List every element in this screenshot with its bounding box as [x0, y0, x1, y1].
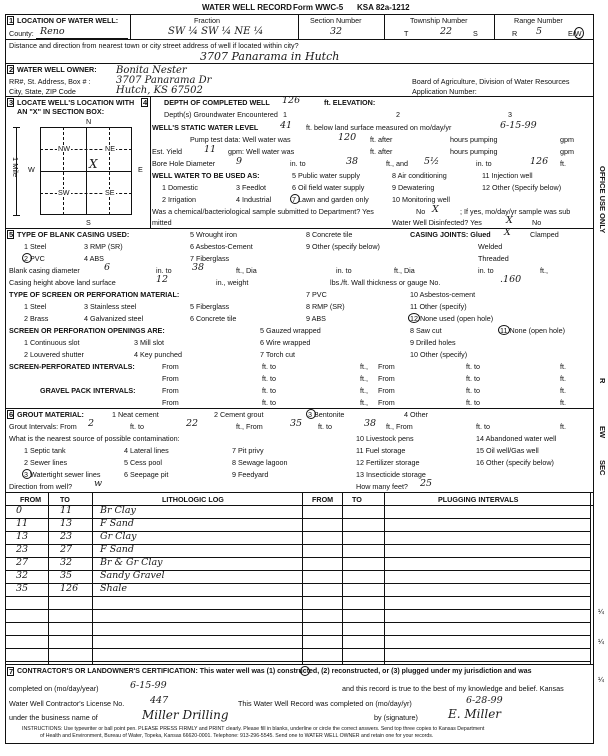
log-description[interactable]: Gr Clay — [100, 531, 137, 542]
range-value[interactable]: 5 — [536, 26, 543, 37]
log-header-from: FROM — [20, 495, 42, 504]
static-level-label: WELL'S STATIC WATER LEVEL — [152, 123, 259, 132]
screen-title: TYPE OF SCREEN OR PERFORATION MATERIAL: — [9, 290, 180, 299]
log-to[interactable]: 11 — [60, 505, 73, 516]
locate-title: LOCATE WELL'S LOCATION WITH — [17, 98, 135, 107]
record-date[interactable]: 6-28-99 — [466, 695, 503, 706]
pvc-circle — [22, 253, 32, 263]
township-value[interactable]: 22 — [440, 26, 453, 37]
openings-title: SCREEN OR PERFORATION OPENINGS ARE: — [9, 326, 165, 335]
log-description[interactable]: Sandy Gravel — [100, 570, 165, 581]
gauge-value[interactable]: .160 — [500, 274, 522, 285]
joints-label: CASING JOINTS: Glued — [410, 230, 491, 239]
section-number-2: 2 — [9, 65, 14, 74]
business-name[interactable]: Miller Drilling — [142, 708, 229, 722]
casing-height-value[interactable]: 12 — [156, 274, 169, 285]
log-rule — [5, 609, 590, 610]
est-yield-label: Est. Yield — [152, 147, 182, 156]
fraction-label: Fraction — [194, 16, 220, 25]
casing-diameter-label: Blank casing diameter — [9, 266, 80, 275]
static-level-date[interactable]: 6-15-99 — [500, 120, 537, 131]
range-ew: E/W — [568, 29, 582, 38]
office-use-label: OFFICE USE ONLY — [598, 166, 607, 234]
well-location-mark[interactable]: X — [89, 157, 98, 171]
instructions-line1: INSTRUCTIONS: Use typewriter or ball point pen. PLEASE PRESS FIRMLY and PRINT clearly. Please fill in blanks, underline or circle the correct answers. Send top three copies to Kansas Department — [22, 726, 485, 732]
county-label: County: — [9, 29, 34, 38]
log-header-plugging: PLUGGING INTERVALS — [438, 495, 519, 504]
log-description[interactable]: F Sand — [100, 544, 134, 555]
grout-from2-value[interactable]: 35 — [290, 418, 303, 429]
city-value[interactable]: Hutch, KS 67502 — [116, 85, 203, 96]
depth-value[interactable]: 126 — [282, 95, 301, 106]
log-from[interactable]: 35 — [16, 583, 29, 594]
open-hole-circle — [498, 325, 510, 335]
log-from[interactable]: 23 — [16, 544, 29, 555]
none-used-circle — [408, 313, 420, 323]
est-yield-value[interactable]: 11 — [204, 144, 217, 155]
grout-from-value[interactable]: 2 — [88, 418, 95, 429]
log-rule — [5, 622, 590, 623]
section-number-6: 6 — [9, 410, 14, 419]
fraction-value[interactable]: SW ¼ SW ¼ NE ¼ — [168, 26, 264, 37]
owner-value[interactable]: Bonita Nester — [116, 65, 187, 76]
grout-to-value[interactable]: 22 — [186, 418, 199, 429]
log-rule — [5, 518, 590, 519]
use-7-circle — [290, 194, 300, 204]
form-title: WATER WELL RECORD — [202, 3, 292, 12]
grout-intervals-label: Grout Intervals: — [9, 422, 59, 431]
log-to[interactable]: 23 — [60, 531, 73, 542]
log-rule — [5, 635, 590, 636]
log-rule — [5, 531, 590, 532]
pump-test-label: Pump test data: Well water was — [190, 135, 291, 144]
township-label: Township Number — [410, 16, 468, 25]
bore2-to-value[interactable]: 126 — [530, 156, 549, 167]
log-header-from2: FROM — [312, 495, 334, 504]
log-to[interactable]: 32 — [60, 557, 73, 568]
direction-value[interactable]: w — [94, 478, 103, 489]
log-from[interactable]: 27 — [16, 557, 29, 568]
log-rule — [5, 583, 590, 584]
section-number-5: 5 — [9, 230, 14, 239]
feet-label: How many feet? — [356, 482, 408, 491]
direction-label: Direction from well? — [9, 482, 73, 491]
contamination-label: What is the nearest source of possible contamination: — [9, 434, 180, 443]
watertight-circle — [22, 469, 32, 479]
disinfected-label: Water Well Disinfected? Yes — [392, 218, 482, 227]
bore-label: Bore Hole Diameter — [152, 159, 216, 168]
certification-line1: CONTRACTOR'S OR LANDOWNER'S CERTIFICATION: This water well was (1) constructed, (2) reconstructed, or (3) plugged under my jurisdiction and was — [17, 668, 532, 675]
log-rule — [5, 557, 590, 558]
grout-to2-value[interactable]: 38 — [364, 418, 377, 429]
location-title: LOCATION OF WATER WELL: — [17, 16, 119, 25]
section-number-3: 3 — [9, 98, 14, 107]
depth-label: DEPTH OF COMPLETED WELL — [164, 98, 270, 107]
pump-test-value[interactable]: 120 — [338, 132, 357, 143]
section-number-7: 7 — [9, 667, 14, 676]
signature[interactable]: E. Miller — [448, 707, 502, 721]
section-number-1: 1 — [9, 16, 14, 25]
bentonite-circle — [306, 409, 316, 419]
log-rule — [5, 570, 590, 571]
bore2-value[interactable]: 5½ — [424, 156, 440, 167]
feet-value[interactable]: 25 — [420, 478, 433, 489]
ksa-ref: KSA 82a-1212 — [357, 3, 410, 12]
city-label: City, State, ZIP Code — [9, 87, 76, 96]
address-value[interactable]: 3707 Panarama Dr — [116, 75, 212, 86]
casing-to-value[interactable]: 38 — [192, 262, 205, 273]
log-rule — [5, 661, 590, 662]
log-to[interactable]: 27 — [60, 544, 73, 555]
bore-to-value[interactable]: 38 — [346, 156, 359, 167]
range-ew-circle — [574, 27, 584, 39]
log-to[interactable]: 13 — [60, 518, 73, 529]
casing-height-label: Casing height above land surface — [9, 278, 116, 287]
groundwater-label: Depth(s) Groundwater Encountered — [164, 110, 278, 119]
section-label: Section Number — [310, 16, 362, 25]
use-title: WELL WATER TO BE USED AS: — [152, 171, 260, 180]
county-value[interactable]: Reno — [40, 26, 65, 37]
log-description[interactable]: Br Clay — [100, 505, 136, 516]
log-from[interactable]: 0 — [16, 505, 23, 516]
license-number[interactable]: 447 — [150, 695, 169, 706]
application-number-label: Application Number: — [412, 87, 477, 96]
distance-value[interactable]: 3707 Panarama in Hutch — [200, 50, 340, 63]
instructions-line2: of Health and Environment, Bureau of Water, Topeka, Kansas 66620-0001. Telephone: 913-296-5545. Send one to WATER WELL OWNER and retain one for your records. — [40, 733, 434, 739]
form-number: Form WWC-5 — [293, 3, 344, 12]
log-header-lithology: LITHOLOGIC LOG — [162, 495, 224, 504]
log-to[interactable]: 126 — [60, 583, 79, 594]
static-level-value[interactable]: 41 — [280, 120, 293, 131]
grout-title: GROUT MATERIAL: — [17, 410, 84, 419]
log-header-to2: TO — [352, 495, 362, 504]
range-label: Range Number — [514, 16, 563, 25]
bore-value[interactable]: 9 — [236, 156, 243, 167]
log-from[interactable]: 32 — [16, 570, 29, 581]
mile-label: 1 Mile — [11, 157, 20, 178]
casing-diameter-value[interactable]: 6 — [104, 262, 111, 273]
section-value[interactable]: 32 — [330, 26, 343, 37]
log-rule — [5, 648, 590, 649]
gravel-intervals-label: GRAVEL PACK INTERVALS: — [40, 386, 136, 395]
address-label: RR#, St. Address, Box # : — [9, 77, 91, 86]
distance-label: Distance and direction from nearest town or city street address of well if located within city? — [9, 41, 299, 50]
log-description[interactable]: Br & Gr Clay — [100, 557, 163, 568]
log-rule — [5, 596, 590, 597]
log-from[interactable]: 13 — [16, 531, 29, 542]
log-from[interactable]: 11 — [16, 518, 29, 529]
section-number-4: 4 — [143, 98, 148, 107]
board-text: Board of Agriculture, Division of Water Resources — [412, 77, 570, 86]
casing-title: TYPE OF BLANK CASING USED: — [17, 230, 130, 239]
screen-intervals-label: SCREEN-PERFORATED INTERVALS: — [9, 362, 135, 371]
log-header-to: TO — [60, 495, 70, 504]
log-rule — [5, 544, 590, 545]
owner-title: WATER WELL OWNER: — [17, 65, 97, 74]
log-description[interactable]: F Sand — [100, 518, 134, 529]
constructed-circle — [300, 666, 310, 676]
log-to[interactable]: 35 — [60, 570, 73, 581]
log-description[interactable]: Shale — [100, 583, 127, 594]
chem-label: Was a chemical/bacteriological sample submitted to Department? Yes — [152, 207, 374, 216]
completed-date[interactable]: 6-15-99 — [130, 680, 167, 691]
